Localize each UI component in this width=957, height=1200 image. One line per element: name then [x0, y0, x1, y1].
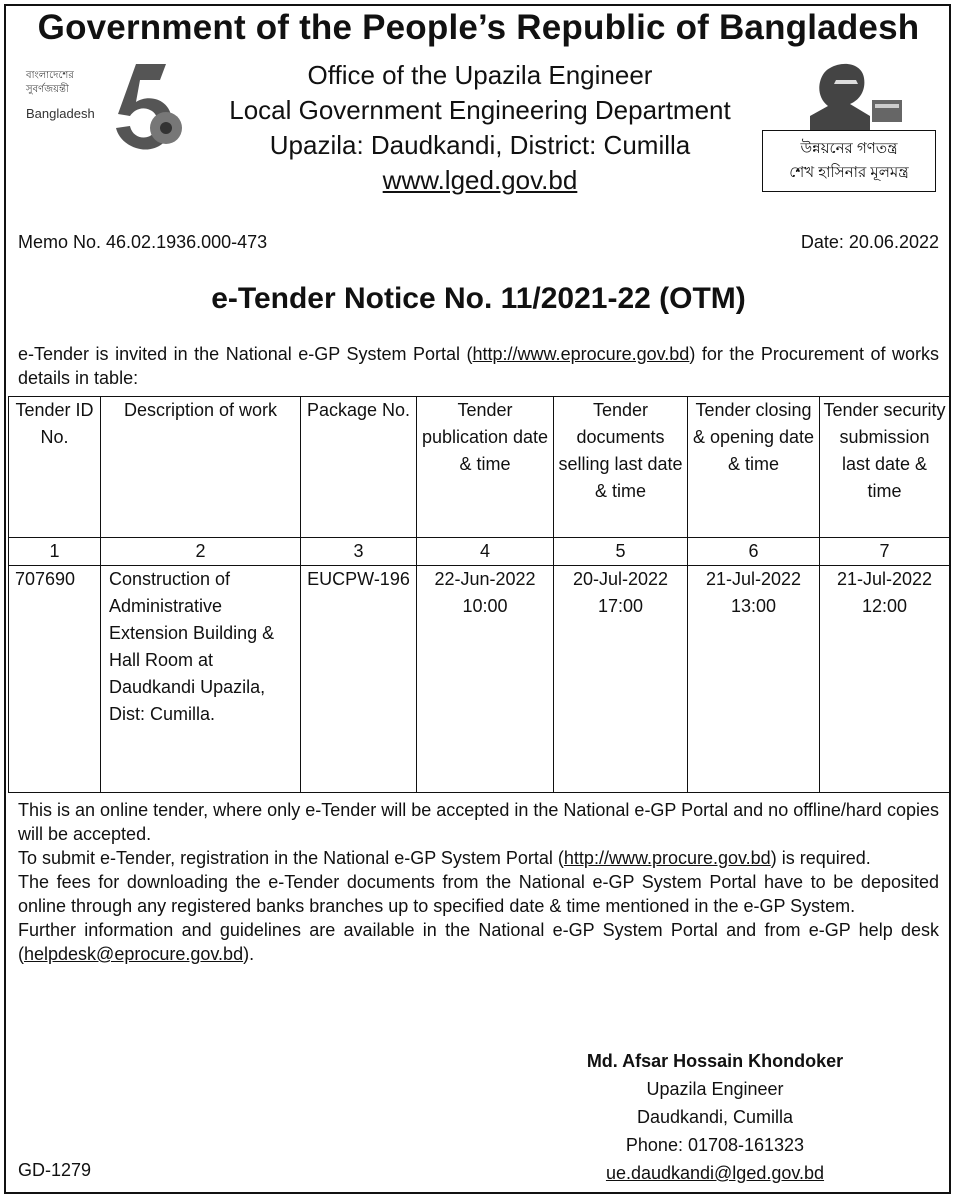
column-number: 2 — [101, 538, 301, 566]
cell-security-last: 21-Jul-2022 12:00 — [820, 566, 950, 793]
eprocure-link[interactable]: http://www.eprocure.gov.bd — [472, 344, 690, 364]
intro-text-after: ) for the Procurement of works details in table: — [18, 344, 939, 388]
government-title: Government of the People’s Republic of Bangladesh — [37, 8, 920, 47]
header-closing-opening: Tender closing & opening date & time — [688, 397, 820, 538]
memo-row — [18, 232, 939, 253]
portrait-emblem — [800, 60, 910, 130]
helpdesk-email-link[interactable]: helpdesk@eprocure.gov.bd — [24, 944, 244, 964]
column-number-row — [9, 538, 950, 566]
header-package: Package No. — [301, 397, 417, 538]
column-number: 3 — [301, 538, 417, 566]
header-description: Description of work — [101, 397, 301, 538]
slogan-line2: শেখ হাসিনার মূলমন্ত্র — [789, 164, 909, 181]
portrait-icon — [800, 60, 910, 130]
office-info — [200, 58, 760, 198]
website-link[interactable]: www.lged.gov.bd — [382, 165, 578, 195]
intro-paragraph — [18, 342, 939, 390]
cell-selling-last: 20-Jul-2022 17:00 — [554, 566, 688, 793]
column-number: 5 — [554, 538, 688, 566]
office-name: Office of the Upazila Engineer — [307, 60, 653, 90]
signatory-email-link[interactable]: ue.daudkandi@lged.gov.bd — [605, 1163, 825, 1183]
cell-closing-opening: 21-Jul-2022 13:00 — [688, 566, 820, 793]
office-location: Upazila: Daudkandi, District: Cumilla — [269, 130, 691, 160]
procure-link[interactable]: http://www.procure.gov.bd — [563, 848, 771, 868]
column-number: 4 — [417, 538, 554, 566]
table-row — [9, 566, 950, 793]
memo-number: Memo No. 46.02.1936.000-473 — [18, 232, 268, 252]
logo-text-line1: বাংলাদেশের — [26, 70, 74, 81]
column-number: 7 — [820, 538, 950, 566]
signatory-phone: Phone: 01708-161323 — [625, 1135, 805, 1155]
notes-section — [18, 798, 939, 966]
logo-text-line2: সুবর্ণজয়ন্তী — [26, 84, 69, 95]
header-selling-last: Tender documents selling last date & time — [554, 397, 688, 538]
note-helpdesk-after: ). — [243, 944, 255, 964]
note-registration-after: ) is required. — [770, 848, 871, 868]
note-registration — [18, 846, 939, 870]
header-publication: Tender publication date & time — [417, 397, 554, 538]
note-registration-before: To submit e-Tender, registration in the National e-GP System Portal ( — [18, 848, 564, 868]
signature-block — [500, 1047, 930, 1187]
table-header-row — [9, 397, 950, 538]
logo-text-line3: Bangladesh — [26, 106, 95, 121]
slogan-line1: উন্নয়নের গণতন্ত্র — [800, 140, 898, 157]
slogan-box — [762, 130, 936, 192]
notice-title: e-Tender Notice No. 11/2021-22 (OTM) — [211, 282, 746, 315]
column-number: 6 — [688, 538, 820, 566]
cell-publication: 22-Jun-2022 10:00 — [417, 566, 554, 793]
signatory-title: Upazila Engineer — [646, 1079, 784, 1099]
intro-text-before: e-Tender is invited in the National e-GP System Portal ( — [18, 344, 473, 364]
memo-date: Date: 20.06.2022 — [800, 232, 939, 252]
cell-package: EUCPW-196 — [301, 566, 417, 793]
golden-jubilee-50-icon — [96, 58, 186, 154]
header-tender-id: Tender ID No. — [9, 397, 101, 538]
department-name: Local Government Engineering Department — [229, 95, 731, 125]
note-online-only: This is an online tender, where only e-Tender will be accepted in the National e-GP Portal and no offline/hard copies will be accepted. — [18, 800, 939, 844]
tender-table — [8, 396, 950, 793]
note-helpdesk-before: Further information and guidelines are available in the National e-GP System Portal and from e-GP help desk ( — [18, 920, 939, 964]
note-fees: The fees for downloading the e-Tender documents from the National e-GP System Portal have to be deposited online through any registered banks branches up to specified date & time mentioned in the e-GP System. — [18, 872, 939, 916]
cell-tender-id: 707690 — [9, 566, 101, 793]
cell-description: Construction of Administrative Extension Building & Hall Room at Daudkandi Upazila, Dist: Cumilla. — [101, 566, 301, 793]
signatory-name: Md. Afsar Hossain Khondoker — [586, 1051, 844, 1071]
note-helpdesk — [18, 918, 939, 966]
bangladesh-50-logo — [16, 58, 186, 154]
column-number: 1 — [9, 538, 101, 566]
signatory-place: Daudkandi, Cumilla — [636, 1107, 794, 1127]
gd-number: GD-1279 — [18, 1160, 92, 1180]
header-security-last: Tender security submission last date & time — [820, 397, 950, 538]
